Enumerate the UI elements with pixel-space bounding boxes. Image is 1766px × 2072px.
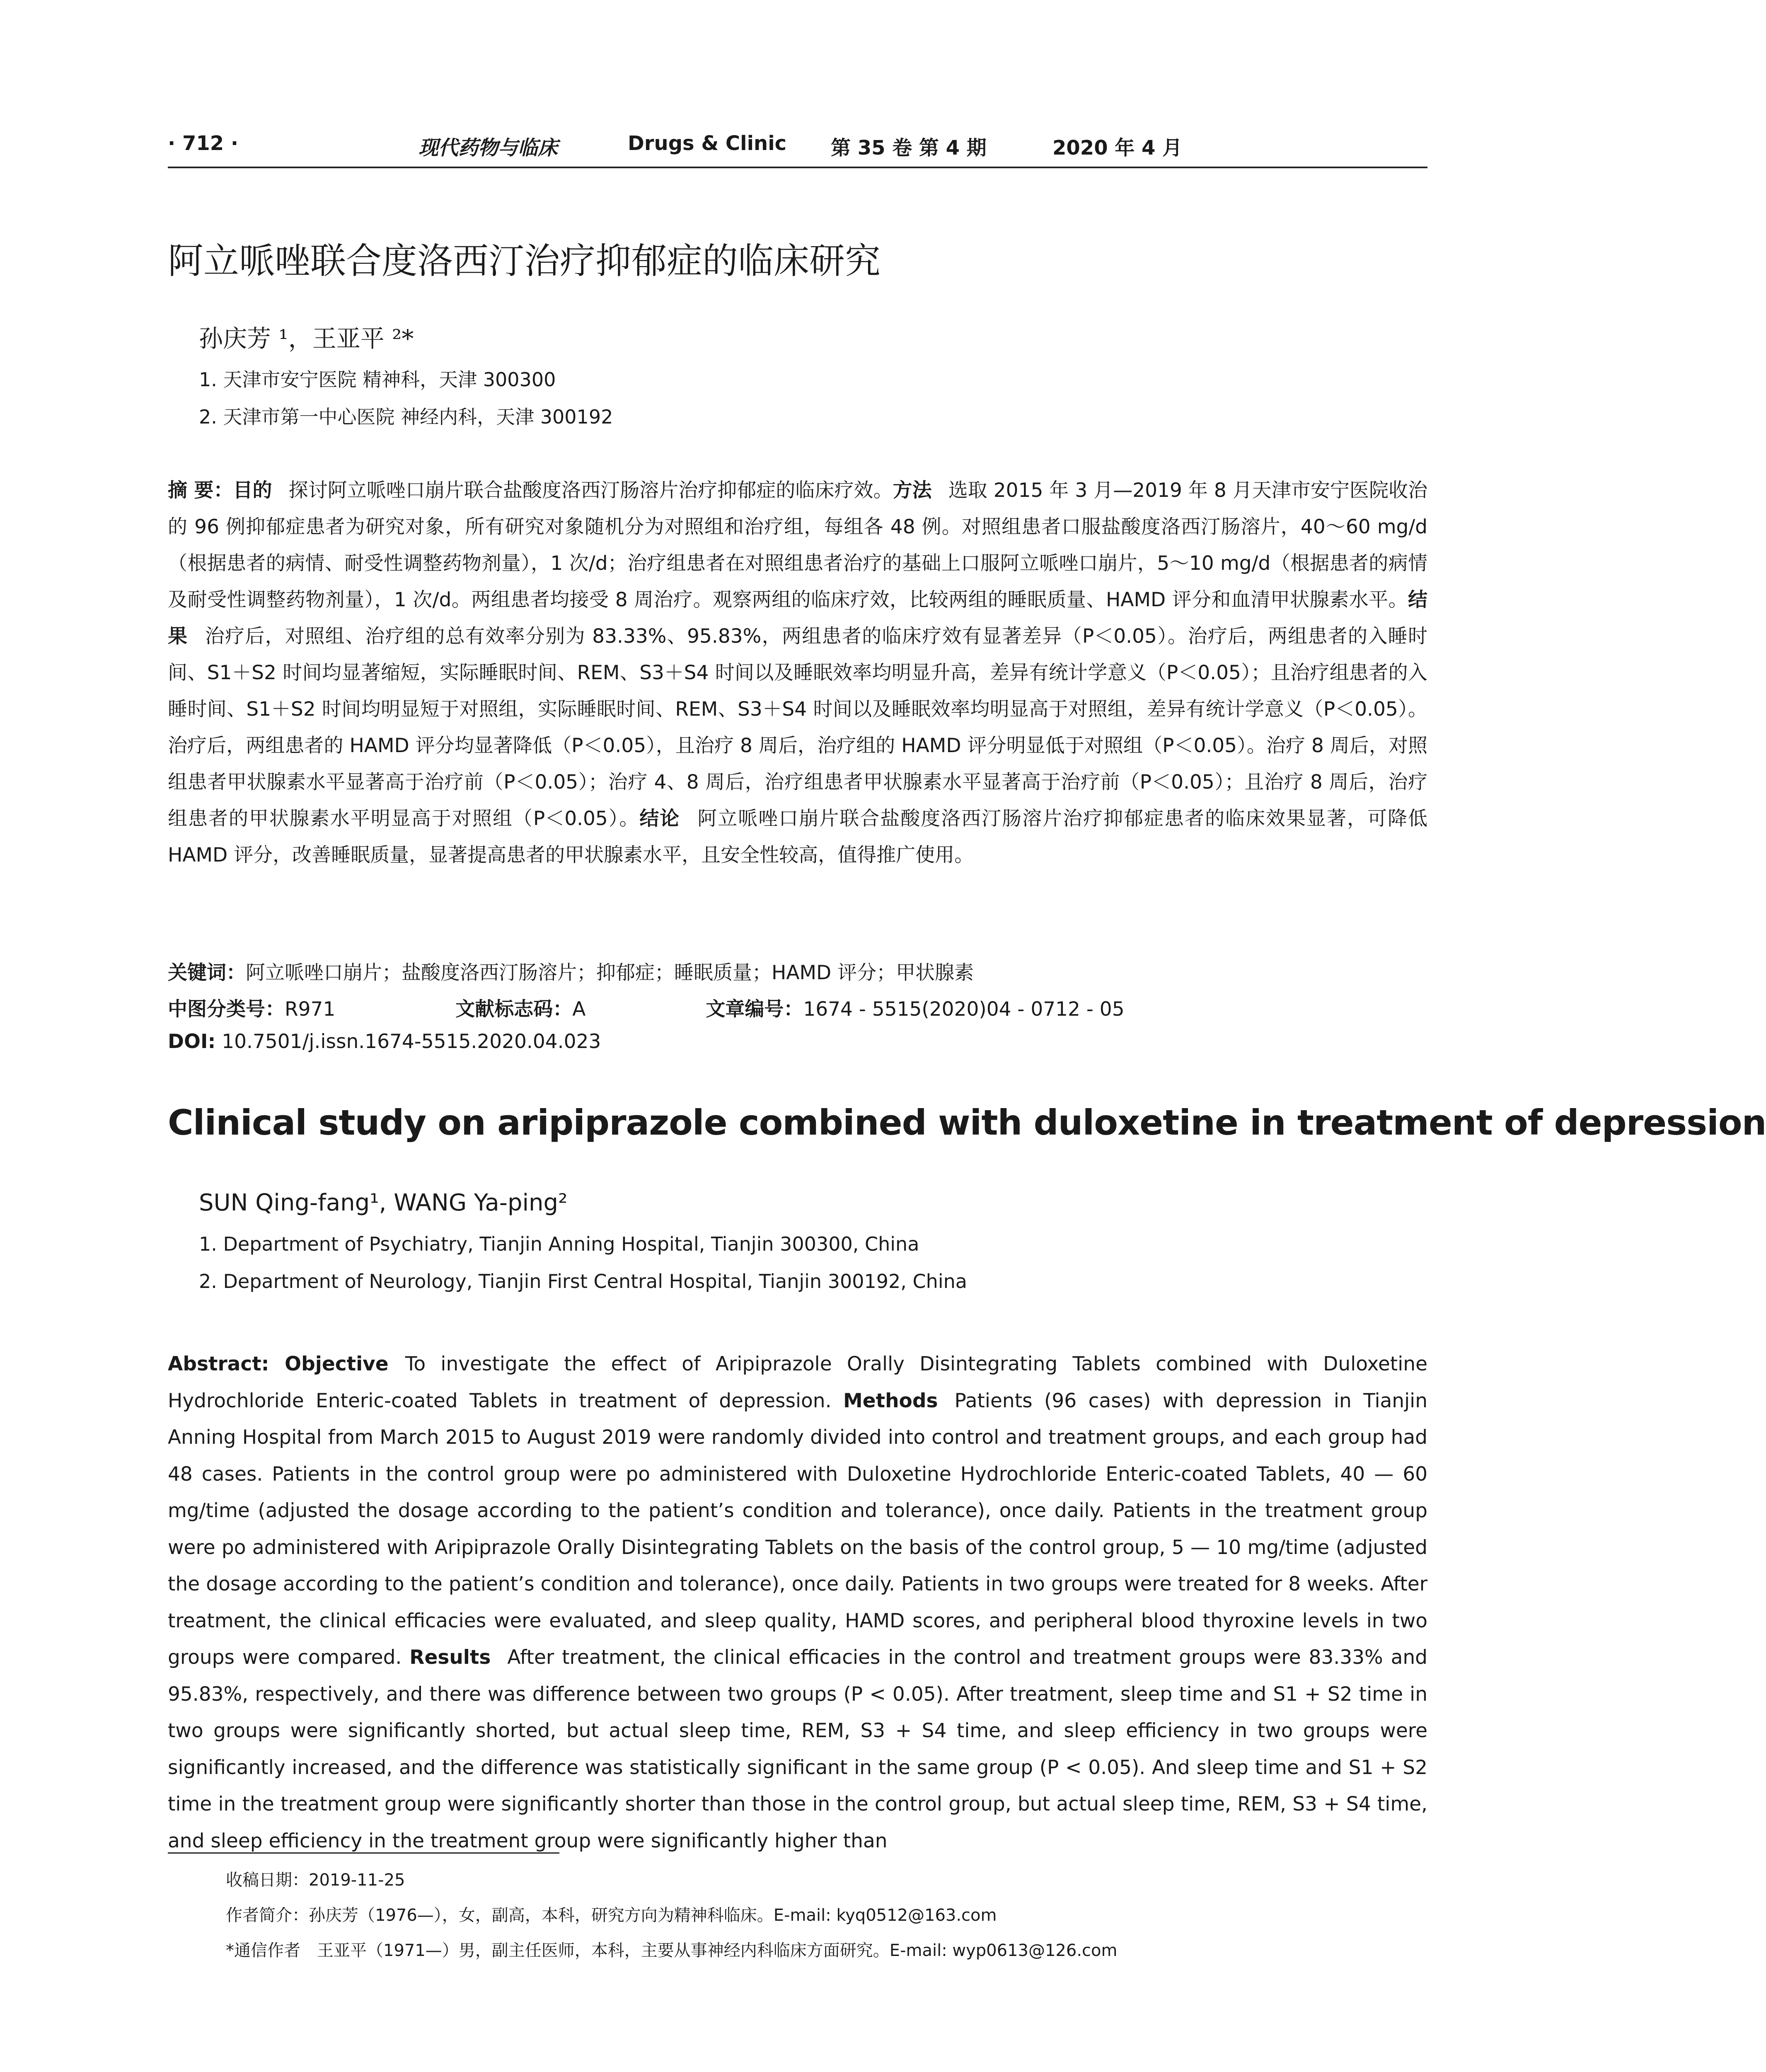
clc-value: R971: [285, 998, 336, 1021]
journal-name-cn: 现代药物与临床: [419, 136, 558, 160]
author-bio-label: 作者简介：: [226, 1906, 309, 1925]
doc-code-label: 文献标志码：: [455, 998, 573, 1021]
abstract-results-en: After treatment, the clinical efficacies in the control and treatment groups were 83.33% and 95.83%, respectively, and there was difference between two groups (P < 0.05). After treatment, sleep time and S1 + S2 time in two groups were significantly shorted, but actual sleep time, REM, S3 + S4 time, and sleep efficiency in two groups were significantly increased, and the difference was statistically significant in the same group (P < 0.05). And sleep time and S1 + S2 time in the treatment group were significantly shorter than those in the control group, but actual sleep time, REM, S3 + S4 time, and sleep efficiency in the treatment group were significantly higher than: [168, 1646, 1427, 1852]
abstract-methods-cn: 选取 2015 年 3 月—2019 年 8 月天津市安宁医院收治的 96 例抑郁症患者为研究对象，所有研究对象随机分为对照组和治疗组，每组各 48 例。对照组患者口服盐酸度洛西汀肠溶片，40～60 mg/d（根据患者的病情、耐受性调整药物剂量），1 次/d；治疗组患者在对照组患者治疗的基础上口服阿立哌唑口崩片，5～10 mg/d（根据患者的病情及耐受性调整药物剂量），1 次/d。两组患者均接受 8 周治疗。观察两组的临床疗效，比较两组的睡眠质量、HAMD 评分和血清甲状腺素水平。: [168, 479, 1428, 611]
doi-line: [168, 1030, 601, 1053]
article-title-en: Clinical study on aripiprazole combined with duloxetine in treatment of depression: [168, 1102, 1766, 1143]
affiliation-cn-2: 2. 天津市第一中心医院 神经内科，天津 300192: [199, 406, 613, 428]
article-no-label: 文章编号：: [706, 998, 803, 1021]
abstract-objective-cn: 探讨阿立哌唑口崩片联合盐酸度洛西汀肠溶片治疗抑郁症的临床疗效。: [288, 479, 893, 502]
abstract-label-en: Abstract: Objective: [168, 1353, 389, 1375]
footnote-corresponding: [226, 1937, 1117, 1961]
corresponding-author: 王亚平（1971—）男，副主任医师，本科，主要从事神经内科临床方面研究。E-mail: wyp0613@126.com: [317, 1941, 1118, 1960]
doi-value: 10.7501/j.issn.1674-5515.2020.04.023: [222, 1030, 601, 1053]
methods-label-cn: 方法: [893, 479, 932, 502]
keywords-label: 关键词：: [168, 961, 246, 984]
article-title-cn: 阿立哌唑联合度洛西汀治疗抑郁症的临床研究: [168, 240, 881, 282]
volume-issue: 第 35 卷 第 4 期: [831, 136, 987, 160]
issue-date: 2020 年 4 月: [1052, 136, 1183, 160]
abstract-conclusion-cn: 阿立哌唑口崩片联合盐酸度洛西汀肠溶片治疗抑郁症患者的临床效果显著，可降低 HAMD 评分，改善睡眠质量，显著提高患者的甲状腺素水平，且安全性较高，值得推广使用。: [168, 807, 1427, 867]
author-bio: 孙庆芳（1976—），女，副高，本科，研究方向为精神科临床。E-mail: kyq0512@163.com: [309, 1906, 997, 1925]
doc-code-value: A: [572, 998, 586, 1021]
corresponding-label: *通信作者: [226, 1941, 300, 1960]
abstract-objective-en: To investigate the effect of Aripiprazole Orally Disintegrating Tablets combined with Duloxetine Hydrochloride Enteric-coated Tablets in treatment of depression.: [168, 1353, 1427, 1412]
methods-label-en: Methods: [843, 1389, 938, 1412]
received-date: 2019-11-25: [309, 1871, 405, 1890]
received-label: 收稿日期：: [226, 1871, 309, 1890]
page-number: · 712 ·: [168, 132, 239, 155]
keywords-cn: [168, 957, 974, 985]
classification-line: [168, 994, 1125, 1021]
abstract-cn: [168, 472, 1427, 874]
journal-name-en: Drugs & Clinic: [628, 132, 787, 155]
footnote-received: [226, 1867, 405, 1890]
footnote-rule: [168, 1852, 559, 1854]
results-label-en: Results: [409, 1646, 491, 1669]
abstract-results-cn: 治疗后，对照组、治疗组的总有效率分别为 83.33%、95.83%，两组患者的临床疗效有显著差异（P＜0.05）。治疗后，两组患者的入睡时间、S1＋S2 时间均显著缩短，实际睡眠时间、REM、S3＋S4 时间以及睡眠效率均明显升高，差异有统计学意义（P＜0.05）；且治疗组患者的入睡时间、S1＋S2 时间均明显短于对照组，实际睡眠时间、REM、S3＋S4 时间以及睡眠效率均明显高于对照组，差异有统计学意义（P＜0.05）。治疗后，两组患者的 HAMD 评分均显著降低（P＜0.05），且治疗 8 周后，治疗组的 HAMD 评分明显低于对照组（P＜0.05）。治疗 8 周后，对照组患者甲状腺素水平显著高于治疗前（P＜0.05）；治疗 4、8 周后，治疗组患者甲状腺素水平显著高于治疗前（P＜0.05）；且治疗 8 周后，治疗组患者的甲状腺素水平明显高于对照组（P＜0.05）。: [168, 625, 1428, 830]
article-no-value: 1674 - 5515(2020)04 - 0712 - 05: [803, 998, 1125, 1021]
footnote-author: [226, 1902, 997, 1926]
conclusion-label-cn: 结论: [639, 807, 680, 830]
results-label-cn: 结果: [168, 588, 1427, 648]
authors-cn: 孙庆芳 ¹，王亚平 ²*: [199, 324, 414, 353]
header-rule: [168, 167, 1427, 168]
affiliation-cn-1: 1. 天津市安宁医院 精神科，天津 300300: [199, 368, 556, 391]
clc-label: 中图分类号：: [168, 998, 285, 1021]
abstract-en: [168, 1346, 1427, 1859]
abstract-methods-en: Patients (96 cases) with depression in Tianjin Anning Hospital from March 2015 to August 2019 were randomly divided into control and treatment groups, and each group had 48 cases. Patients in the control group were po administered with Duloxetine Hydrochloride Enteric-coated Tablets, 40 — 60 mg/time (adjusted the dosage according to the patient’s condition and tolerance), once daily. Patients in the treatment group were po administered with Aripiprazole Orally Disintegrating Tablets on the basis of the control group, 5 — 10 mg/time (adjusted the dosage according to the patient’s condition and tolerance), once daily. Patients in two groups were treated for 8 weeks. After treatment, the clinical efficacies were evaluated, and sleep quality, HAMD scores, and peripheral blood thyroxine levels in two groups were compared.: [168, 1389, 1427, 1669]
keywords-value: 阿立哌唑口崩片；盐酸度洛西汀肠溶片；抑郁症；睡眠质量；HAMD 评分；甲状腺素: [246, 961, 974, 984]
affiliation-en-1: 1. Department of Psychiatry, Tianjin Anning Hospital, Tianjin 300300, China: [199, 1233, 919, 1255]
affiliation-en-2: 2. Department of Neurology, Tianjin First Central Hospital, Tianjin 300192, China: [199, 1270, 967, 1293]
abstract-label-cn: 摘 要：目的: [168, 479, 272, 502]
authors-en: SUN Qing-fang¹, WANG Ya-ping²: [199, 1189, 568, 1216]
doi-label: DOI:: [168, 1030, 216, 1053]
